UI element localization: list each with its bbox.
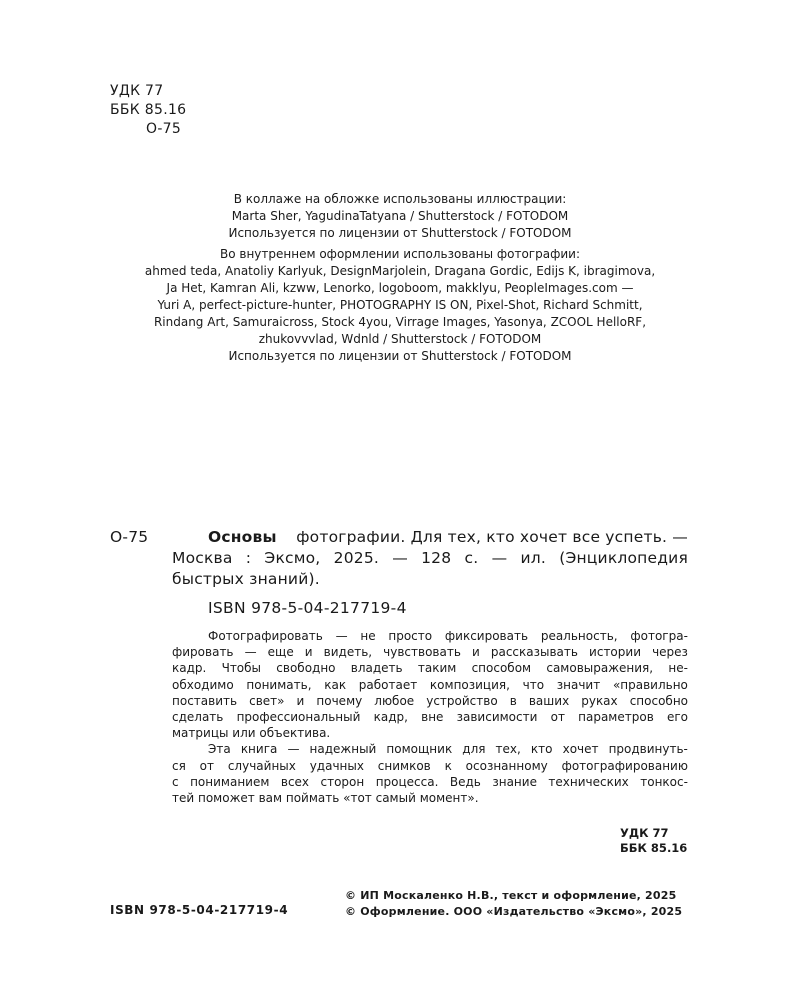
catalog-isbn: ISBN 978-5-04-217719-4 (208, 599, 407, 617)
copyright-line: © ИП Москаленко Н.В., текст и оформление, 2025 (345, 889, 677, 902)
udk-code-bottom: УДК 77 (620, 826, 669, 840)
annotation-line: фировать — еще и видеть, чувствовать и рассказывать истории через (172, 645, 688, 660)
cover-credits-names: Marta Sher, YagudinaTatyana / Shutterstock / FOTODOM (231, 209, 569, 223)
annotation-line: кадр. Чтобы свободно владеть таким способом самовыражения, не- (172, 661, 688, 676)
annotation-line: сделать профессиональный кадр, вне зависимости от параметров его (172, 710, 688, 725)
udk-code: УДК 77 (110, 83, 164, 99)
interior-credits-line: Ja Het, Kamran Ali, kzww, Lenorko, logoboom, makklyu, PeopleImages.com — (166, 281, 634, 295)
annotation-line: матрицы или объектива. (172, 726, 331, 741)
annotation-line: Фотографировать — не просто фиксировать реальность, фотогра- (208, 629, 688, 643)
bottom-classification-codes (620, 826, 687, 856)
top-classification-codes (110, 82, 186, 139)
interior-credits-line: zhukovvvlad, Wdnld / Shutterstock / FOTODOM (258, 332, 542, 346)
annotation-line: Эта книга — надежный помощник для тех, кто хочет продвинуть- (208, 742, 688, 757)
interior-credits-line: ahmed teda, Anatoliy Karlyuk, DesignMarjolein, Dragana Gordic, Edijs K, ibragimova, (144, 264, 656, 278)
bbk-code: ББК 85.16 (110, 102, 187, 118)
interior-credits (100, 246, 700, 365)
isbn-bottom: ISBN 978-5-04-217719-4 (110, 903, 289, 917)
annotation-line: поставить свет» и почему любое устройство в ваших руках способно (172, 693, 688, 708)
interior-credits-line: Rindang Art, Samuraicross, Stock 4you, Virrage Images, Yasonya, ZCOOL HelloRF, (153, 315, 647, 329)
annotation-line: с пониманием всех сторон процесса. Ведь знание технических тонкос- (172, 774, 688, 789)
bibliographic-record (172, 527, 688, 590)
author-sign: О-75 (146, 121, 182, 137)
biblio-line-2: Москва : Эксмо, 2025. — 128 с. — ил. (Энциклопедия (172, 549, 688, 567)
biblio-line-1 (172, 527, 688, 548)
bbk-code-bottom: ББК 85.16 (620, 841, 688, 855)
interior-credits-heading: Во внутреннем оформлении использованы фотографии: (220, 247, 580, 261)
cover-credits-license: Используется по лицензии от Shutterstock / FOTODOM (228, 226, 572, 240)
series-info: быстрых знаний). (172, 570, 320, 588)
annotation-line: тей поможет вам поймать «тот самый момент». (172, 791, 479, 806)
catalog-author-sign: О-75 (110, 528, 149, 546)
copyright-line: © Оформление. ООО «Издательство «Эксмо», 2025 (345, 905, 683, 918)
interior-credits-license: Используется по лицензии от Shutterstock / FOTODOM (228, 349, 572, 363)
cover-credits-heading: В коллаже на обложке использованы иллюстрации: (233, 192, 567, 206)
interior-credits-line: Yuri A, perfect-picture-hunter, PHOTOGRAPHY IS ON, Pixel-Shot, Richard Schmitt, (157, 298, 643, 312)
cover-credits (100, 191, 700, 242)
annotation-line: обходимо понимать, как работает композиция, что значит «правильно (172, 677, 688, 692)
annotation-line: ся от случайных удачных снимков к осознанному фотографированию (172, 758, 688, 773)
copyright-notice (345, 888, 682, 920)
book-title-rest: фотографии. Для тех, кто хочет все успеть. — (296, 528, 688, 546)
annotation (172, 628, 688, 806)
book-title-bold: Основы (208, 528, 277, 546)
